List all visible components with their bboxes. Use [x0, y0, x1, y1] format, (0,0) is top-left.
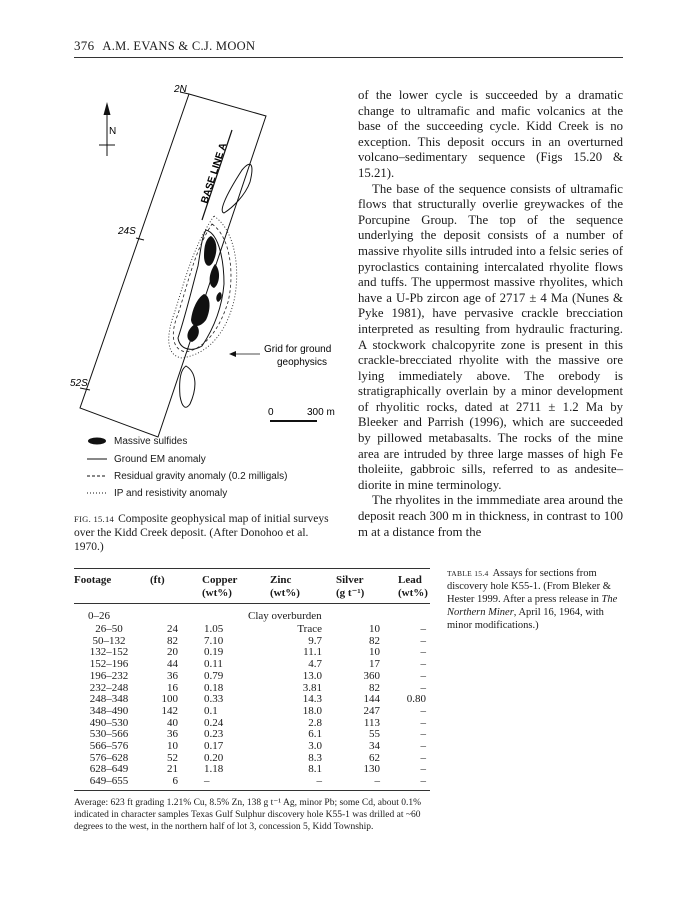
footage-cell: 50–132 [92, 634, 126, 647]
paragraph: The base of the sequence consists of ultramafic flows that structurally overlie greywackes of the Porcupine Group. The top of the sequence underlying the deposit consists of a number of massive rhyolite sills intruded into a felsic series of pyroclastics containing intercalated rhyolite flows and tuffs. The uppermost massive rhyolites, which have a U-Pb zircon age of 2717 ± 4 Ma (Nunes & Pyke 1981), have pervasive crackle brecciation interpreted as resulting from hydraulic fracturing. A stockwork chalcopyrite zone is present in this crackle-brecciated rhyolite with the massive ore lying immediately above. The orebody is stratigraphically overlain by a minor development of rhyolitic rocks, dated at 2711 ± 1.2 Ma by Bleeker and Parrish (1996), which are succeeded by pillowed metabasalts. The rocks of the mine area are intruded by three large masses of high Fe tholeiite, gabbroic sills, referred to as andesite–diorite in mine terminology. [358, 181, 623, 492]
lead-cell: – [420, 704, 426, 717]
copper-cell: 1.05 [204, 623, 224, 635]
publication-title: The Northern Miner [447, 594, 618, 618]
geophysical-map [70, 84, 364, 433]
figure-caption [74, 512, 336, 554]
overburden-footage: 0–26 [88, 610, 110, 622]
zinc-cell: 3.0 [308, 740, 322, 752]
footage-cell: 628–649 [89, 763, 129, 776]
header-copper-unit: (wt%) [202, 587, 232, 599]
footage-cell: 576–628 [89, 751, 129, 764]
silver-cell: 10 [369, 646, 380, 659]
overburden-note: Clay overburden [248, 610, 322, 622]
ft-cell: 16 [167, 681, 178, 694]
scale-start: 0 [268, 407, 274, 418]
grid-callout-arrow-icon [229, 351, 236, 357]
legend-ground-em [86, 452, 206, 468]
footage-cell: 232–248 [89, 681, 129, 694]
header-rule [74, 57, 623, 58]
em-anomaly-south [180, 366, 195, 407]
copper-cell: 0.23 [204, 728, 224, 741]
silver-cell: – [374, 775, 380, 788]
copper-cell: 0.1 [204, 704, 218, 717]
massive-sulfides-symbol-icon [86, 436, 108, 446]
ft-cell: 20 [167, 646, 178, 659]
header-copper: Copper [202, 574, 238, 586]
figure-caption-text: Composite geophysical map of initial surveys over the Kidd Creek deposit. (After Donohoo et al. 1970.) [74, 513, 329, 553]
lead-cell: – [420, 775, 426, 788]
silver-cell: 34 [369, 740, 380, 752]
footage-cell: 348–490 [89, 704, 129, 717]
ft-cell: 24 [167, 623, 178, 635]
zinc-cell: 11.1 [303, 646, 322, 659]
copper-cell: 0.11 [204, 658, 223, 671]
grid-label-52s: 52S [70, 378, 88, 389]
copper-cell: 0.18 [204, 681, 224, 694]
running-head-authors: A.M. EVANS & C.J. MOON [102, 39, 256, 53]
legend-label: Ground EM anomaly [114, 454, 206, 465]
paragraph: The rhyolites in the immmediate area around the deposit reach 300 m in thickness, in contrast to 100 m at a distance from the [358, 493, 623, 539]
table-caption-tail: , April 16, 1964, with minor modifications.) [447, 607, 604, 631]
copper-cell: 0.17 [204, 740, 224, 752]
lead-cell: – [420, 669, 426, 682]
table-top-rule [74, 568, 430, 569]
lead-cell: – [420, 763, 426, 776]
zinc-cell: 9.7 [308, 634, 322, 647]
lead-cell: – [420, 681, 426, 694]
footage-cell: 132–152 [89, 646, 129, 659]
zinc-cell: 2.8 [308, 716, 322, 729]
footage-cell: 530–566 [89, 728, 129, 741]
footage-cell: 649–655 [89, 775, 129, 788]
footage-cell: 152–196 [89, 658, 129, 671]
table-caption [447, 567, 627, 632]
silver-cell: 82 [369, 681, 380, 694]
zinc-cell: 18.0 [302, 704, 322, 717]
header-silver-unit: (g t⁻¹) [336, 587, 365, 599]
footage-cell: 196–232 [89, 669, 129, 682]
header-ft: (ft) [150, 574, 165, 586]
legend-label: IP and resistivity anomaly [114, 488, 228, 499]
copper-cell: – [204, 775, 210, 788]
silver-cell: 17 [369, 658, 380, 671]
legend-label: Massive sulfides [114, 436, 188, 447]
body-text-column [358, 88, 623, 540]
copper-cell: 0.24 [204, 716, 224, 729]
lead-cell: – [420, 728, 426, 741]
dotted-line-icon [86, 488, 108, 498]
table-header-rule [74, 603, 430, 604]
footage-cell: 566–576 [89, 740, 129, 752]
north-label: N [109, 126, 117, 137]
header-zinc: Zinc [270, 574, 292, 586]
zinc-cell: Trace [297, 623, 322, 635]
grid-tick-24s [136, 238, 144, 240]
lead-cell: – [420, 716, 426, 729]
ft-cell: 21 [167, 763, 178, 776]
table-caption-text: Assays for sections from discovery hole K55-1. (From Bleker & Hester 1999. After a press release in [447, 568, 611, 605]
lead-cell: – [420, 646, 426, 659]
zinc-cell: 14.3 [302, 693, 322, 706]
grid-label-2n: 2N [174, 84, 187, 95]
dashed-line-icon [86, 471, 108, 481]
lead-cell: – [420, 623, 426, 635]
header-lead-unit: (wt%) [398, 587, 428, 599]
ft-cell: 82 [167, 634, 178, 647]
grid-label-24s: 24S [118, 226, 136, 237]
legend-gravity [86, 469, 287, 485]
copper-cell: 1.18 [204, 763, 224, 776]
table-notes: Average: 623 ft grading 1.21% Cu, 8.5% Zn, 138 g t⁻¹ Ag, minor Pb; some Cd, about 0.1% indicated in character samples Texas Gulf Sulphur discovery hole K55-1 was drilled at ~60 degrees to the west, in the northern half of lot 3, concession 5, Kidd Township. [74, 798, 422, 832]
header-silver: Silver [336, 574, 364, 586]
base-line-label: BASE LINE A [199, 141, 230, 205]
figure-label: FIG. 15.14 [74, 514, 115, 524]
running-head [74, 38, 255, 54]
silver-cell: 113 [363, 716, 380, 729]
lead-cell: – [420, 740, 426, 752]
ft-cell: 36 [167, 669, 178, 682]
silver-cell: 62 [369, 751, 380, 764]
legend-label: Residual gravity anomaly (0.2 milligals) [114, 471, 288, 482]
ft-cell: 36 [167, 728, 178, 741]
grid-callout-line-1: Grid for ground [264, 344, 332, 355]
silver-cell: 55 [369, 728, 380, 741]
ft-cell: 10 [167, 740, 178, 752]
copper-cell: 0.79 [204, 669, 224, 682]
table-label: TABLE 15.4 [447, 569, 489, 578]
ft-cell: 44 [167, 658, 178, 671]
zinc-cell: 4.7 [308, 658, 322, 671]
zinc-cell: 8.1 [308, 763, 322, 776]
footage-cell: 26–50 [95, 623, 123, 635]
ft-cell: 142 [161, 704, 178, 717]
zinc-cell: 3.81 [302, 681, 322, 694]
header-footage: Footage [74, 574, 112, 586]
zinc-cell: 13.0 [302, 669, 322, 682]
legend-massive-sulfides [86, 434, 187, 450]
silver-cell: 130 [363, 763, 380, 776]
grid-callout [264, 344, 334, 368]
massive-sulfide-bodies [187, 236, 221, 342]
lead-cell: – [420, 634, 426, 647]
ft-cell: 6 [172, 775, 178, 788]
solid-line-icon [86, 454, 108, 464]
paragraph: of the lower cycle is succeeded by a dramatic change to ultramafic and mafic volcanics at the base of the succeeding cycle. Kidd Creek is no exception. This deposit occurs in an overturned volcano–sedimentary sequence (Figs 15.20 & 15.21). [358, 88, 623, 180]
silver-cell: 144 [363, 693, 380, 706]
ft-cell: 100 [161, 693, 178, 706]
ft-cell: 40 [167, 716, 178, 729]
footage-cell: 490–530 [89, 716, 129, 729]
copper-cell: 7.10 [204, 634, 224, 647]
footage-cell: 248–348 [89, 693, 129, 706]
silver-cell: 82 [369, 634, 380, 647]
silver-cell: 247 [363, 704, 380, 717]
ft-cell: 52 [167, 751, 178, 764]
copper-cell: 0.20 [204, 751, 224, 764]
silver-cell: 360 [363, 669, 380, 682]
page-number: 376 [74, 38, 95, 53]
copper-cell: 0.19 [204, 646, 224, 659]
lead-cell: – [420, 658, 426, 671]
lead-cell: 0.80 [406, 693, 426, 706]
copper-cell: 0.33 [204, 693, 224, 706]
scale-end: 300 m [307, 407, 335, 418]
table-bottom-rule [74, 790, 430, 791]
grid-callout-line-2: geophysics [277, 357, 328, 368]
zinc-cell: 6.1 [308, 728, 322, 741]
header-lead: Lead [398, 574, 422, 586]
em-anomaly-main [178, 230, 224, 349]
zinc-cell: – [316, 775, 322, 788]
header-zinc-unit: (wt%) [270, 587, 300, 599]
silver-cell: 10 [369, 623, 380, 635]
zinc-cell: 8.3 [308, 751, 322, 764]
legend-ip-resistivity [86, 486, 227, 502]
lead-cell: – [420, 751, 426, 764]
